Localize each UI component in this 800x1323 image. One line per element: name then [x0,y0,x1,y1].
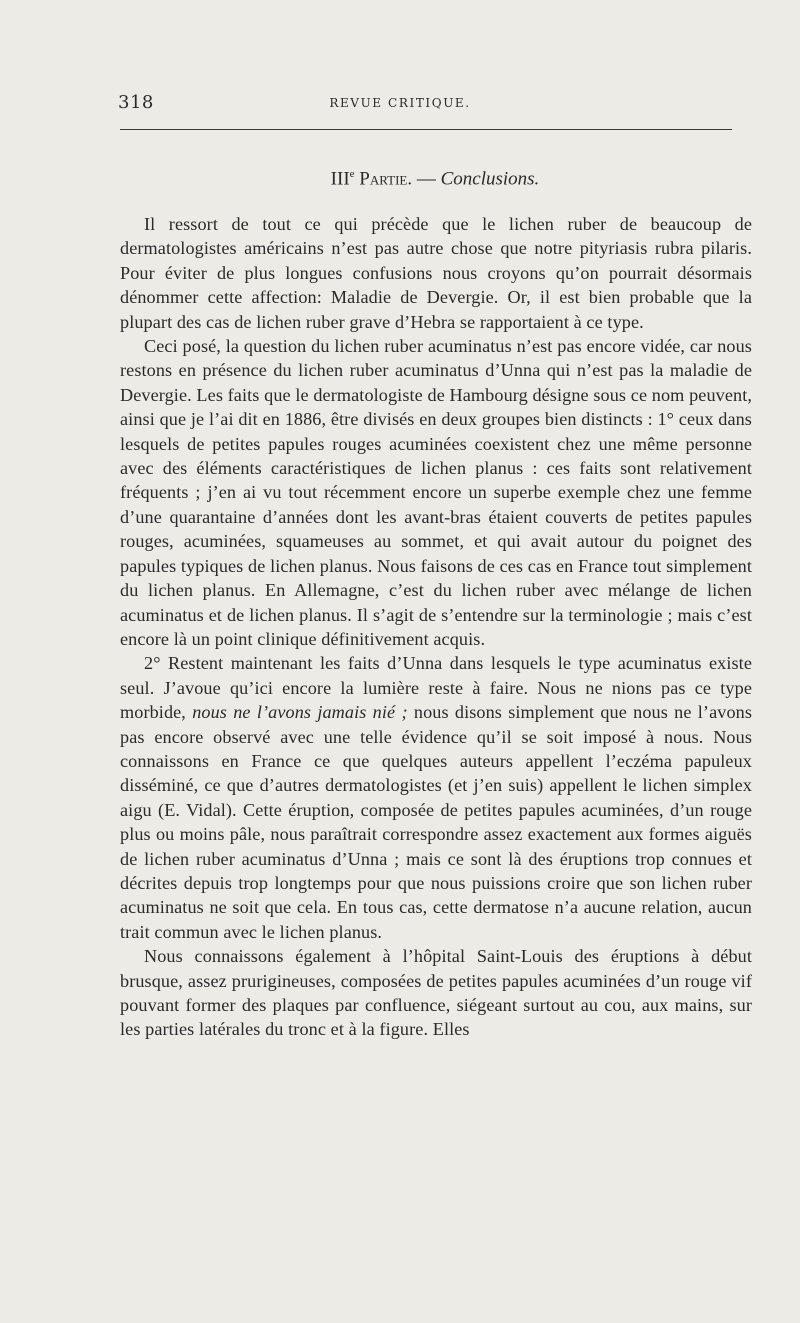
paragraph-3-end: nous disons simplement que nous ne l’avons pas encore observé avec une telle évidence qu’il se soit imposé à nous. Nous connaissons en France ce que quelques auteurs appellent l’eczéma papuleux disséminé, ce que d’autres dermatologistes (et j’en suis) appellent le lichen simplex aigu (E. Vidal). Cette éruption, composée de petites papules acuminées, d’un rouge plus ou moins pâle, nous paraîtrait correspondre assez exactement aux formes aiguës de lichen ruber acuminatus d’Unna ; mais ce sont là des éruptions trop connues et décrites depuis trop longtemps pour que nous puissions croire que son lichen ruber acuminatus ne soit que cela. En tous cas, cette dermatose n’a aucune relation, aucun trait commun avec le lichen planus. [120,702,753,942]
paragraph-4: Nous connaissons également à l’hôpital Saint-Louis des éruptions à début brusque, assez prurigineuses, composées de petites papules acuminées d’un rouge vif pouvant former des plaques par confluence, siégeant surtout au cou, aux mains, sur les parties latérales du tronc et à la figure. Elles [120,946,752,1040]
paragraph-1: Il ressort de tout ce qui précède que le lichen ruber de beaucoup de dermatologistes américains n’est pas autre chose que notre pityriasis rubra pilaris. Pour éviter de plus longues confusions nous croyons qu’on pourrait désormais dénommer cette affection: Maladie de Devergie. Or, il est bien probable que la plupart des cas de lichen ruber grave d’Hebra se rapportaient à ce type. [120,214,752,332]
running-head: REVUE CRITIQUE. [329,96,471,110]
section-title [0,168,800,190]
paragraph-3 [120,651,752,944]
body-text [120,212,752,1042]
section-number-sup: e [349,168,355,180]
section-title-text: Conclusions. [440,168,540,190]
paragraph-2: Ceci posé, la question du lichen ruber acuminatus n’est pas encore vidée, car nous restons en présence du lichen ruber acuminatus d’Unna qui n’est pas la maladie de Devergie. Les faits que le dermatologiste de Hambourg désigne sous ce nom peuvent, ainsi que je l’ai dit en 1886, être divisés en deux groupes bien distincts : 1° ceux dans lesquels de petites papules rouges acuminées coexistent chez une même personne avec des éléments caractéristiques de lichen planus : ces faits sont relativement fréquents ; j’en ai vu tout récemment encore un superbe exemple chez une femme d’une quarantaine d’années dont les avant-bras étaient couverts de petites papules rouges, acuminées, squameuses au sommet, et qui avait autour du poignet des papules typiques de lichen planus. Nous faisons de ces cas en France tout simplement du lichen planus. En Allemagne, c’est du lichen ruber avec mélange de lichen acuminatus et de lichen planus. Il s’agit de s’entendre sur la terminologie ; mais c’est encore là un point clinique définitivement acquis. [120,336,752,649]
section-part-word: Partie. [359,168,413,190]
header-rule [120,129,732,130]
section-number: III [330,168,350,190]
page-number: 318 [118,92,154,113]
paragraph-3-start: 2° Restent maintenant les faits d’Unna dans lesquels le type acuminatus existe seul. J’avoue qu’ici encore la lumière reste à faire. Nous ne nions pas ce type morbide, [120,653,752,723]
paragraph-3-emphasis: nous ne l’avons jamais nié ; [192,702,408,723]
section-dash: — [416,168,436,190]
